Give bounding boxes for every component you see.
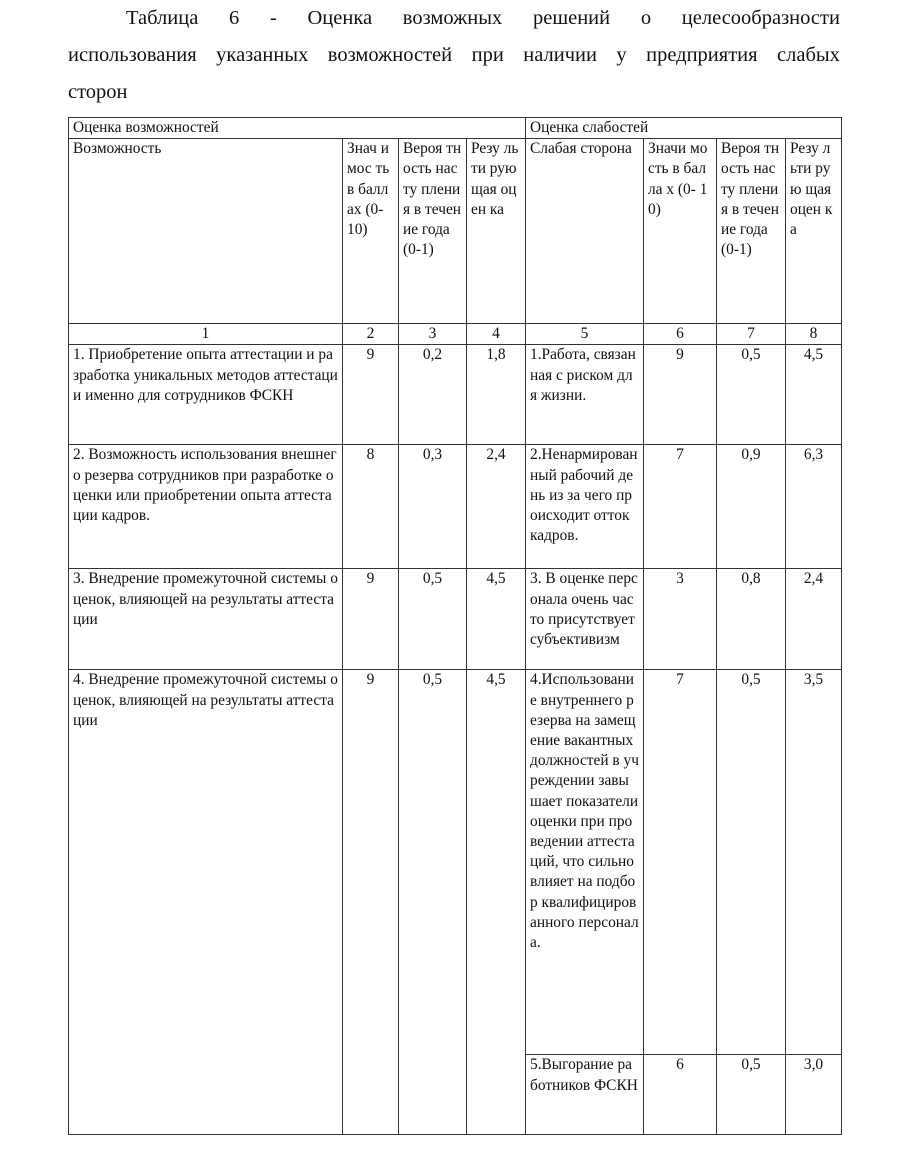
caption-word: - [269, 7, 277, 29]
opportunity-significance: 8 [343, 445, 399, 569]
opportunity-result: 1,8 [467, 345, 526, 445]
caption-word: 6 [229, 7, 240, 29]
table-caption [68, 0, 840, 111]
caption-line-2 [68, 37, 840, 74]
weakness-significance: 7 [644, 670, 717, 1055]
opportunity-significance: 9 [343, 569, 399, 670]
weakness-probability: 0,5 [717, 345, 786, 445]
caption-word: о [640, 7, 652, 29]
weakness-significance: 7 [644, 445, 717, 569]
header-probability: Вероя тность насту плени я в течен ие года (0-1) [399, 139, 467, 324]
group-weaknesses: Оценка слабостей [526, 118, 842, 139]
header-opportunity: Возможность [69, 139, 343, 324]
table-row [69, 445, 842, 569]
caption-word: Таблица [126, 7, 199, 29]
column-number: 6 [644, 324, 717, 345]
header-probability: Вероя тность насту плени я в течен ие года (0-1) [717, 139, 786, 324]
caption-line-1 [68, 0, 840, 37]
caption-word: предприятия [646, 44, 758, 66]
caption-word: целесообразности [681, 7, 840, 29]
weakness-text: 1.Работа, связанная с риском для жизни. [526, 345, 644, 445]
opportunity-significance: 9 [343, 345, 399, 445]
caption-word: у [616, 44, 627, 66]
caption-word: возможных [402, 7, 503, 29]
opportunity-significance: 9 [343, 670, 399, 1135]
weakness-significance: 3 [644, 569, 717, 670]
column-number: 8 [786, 324, 842, 345]
weakness-probability: 0,5 [717, 670, 786, 1055]
header-result: Резу льти рую щая оцен ка [786, 139, 842, 324]
opportunity-probability: 0,3 [399, 445, 467, 569]
weakness-significance: 6 [644, 1055, 717, 1135]
weakness-result: 2,4 [786, 569, 842, 670]
caption-word: использования [68, 44, 197, 66]
caption-line-3: сторон [68, 81, 128, 103]
column-number: 5 [526, 324, 644, 345]
table-row [69, 569, 842, 670]
weakness-text: 5.Выгорание работников ФСКН [526, 1055, 644, 1135]
weakness-result: 3,5 [786, 670, 842, 1055]
table-row [69, 670, 842, 1055]
opportunity-result: 4,5 [467, 569, 526, 670]
table-row [69, 345, 842, 445]
weakness-text: 3. В оценке персонала очень часто присутствует субъективизм [526, 569, 644, 670]
weakness-probability: 0,8 [717, 569, 786, 670]
header-significance: Знач имос ть в балл ах (0- 10) [343, 139, 399, 324]
caption-word: слабых [777, 44, 840, 66]
swot-evaluation-table [68, 117, 842, 1135]
opportunity-result: 2,4 [467, 445, 526, 569]
weakness-result: 6,3 [786, 445, 842, 569]
column-number: 7 [717, 324, 786, 345]
weakness-probability: 0,5 [717, 1055, 786, 1135]
column-number-row [69, 324, 842, 345]
opportunity-text: 3. Внедрение промежуточной системы оценок, влияющей на результаты аттестации [69, 569, 343, 670]
opportunity-text: 2. Возможность использования внешнего резерва сотрудников при разработке оценки или приобретении опыта аттестации кадров. [69, 445, 343, 569]
weakness-text: 2.Ненармированный рабочий день из за чего происходит отток кадров. [526, 445, 644, 569]
column-number: 4 [467, 324, 526, 345]
opportunity-text: 4. Внедрение промежуточной системы оценок, влияющей на результаты аттестации [69, 670, 343, 1135]
header-weakness: Слабая сторона [526, 139, 644, 324]
weakness-result: 4,5 [786, 345, 842, 445]
caption-word: решений [532, 7, 611, 29]
group-header-row [69, 118, 842, 139]
opportunity-probability: 0,2 [399, 345, 467, 445]
column-number: 1 [69, 324, 343, 345]
caption-word: возможностей [327, 44, 453, 66]
caption-word: Оценка [307, 7, 373, 29]
opportunity-result: 4,5 [467, 670, 526, 1135]
column-header-row [69, 139, 842, 324]
column-number: 2 [343, 324, 399, 345]
column-number: 3 [399, 324, 467, 345]
group-opportunities: Оценка возможностей [69, 118, 526, 139]
caption-word: при [471, 44, 504, 66]
caption-word: указанных [216, 44, 309, 66]
weakness-significance: 9 [644, 345, 717, 445]
weakness-result: 3,0 [786, 1055, 842, 1135]
weakness-probability: 0,9 [717, 445, 786, 569]
weakness-text: 4.Использование внутреннего резерва на замещение вакантных должностей в учреждении завышает показатели оценки при проведении аттестаций, что сильно влияет на подбор квалифицированного персонала. [526, 670, 644, 1055]
header-significance: Значи мость в балла х (0- 10) [644, 139, 717, 324]
opportunity-probability: 0,5 [399, 569, 467, 670]
header-result: Резу льти рую щая оцен ка [467, 139, 526, 324]
caption-word: наличии [523, 44, 597, 66]
opportunity-probability: 0,5 [399, 670, 467, 1135]
opportunity-text: 1. Приобретение опыта аттестации и разработка уникальных методов аттестации именно для сотрудников ФСКН [69, 345, 343, 445]
